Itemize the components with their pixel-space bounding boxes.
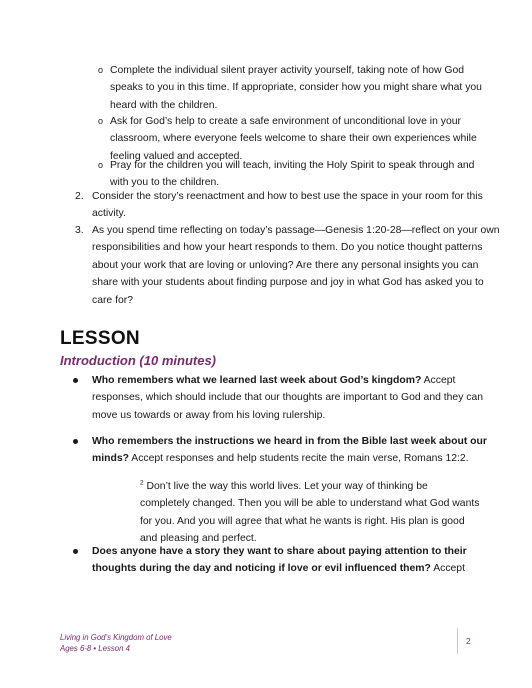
prep-numbered-item-text: As you spend time reflecting on today’s passage—Genesis 1:20-28—reflect on your own responsibilities and how your heart responds to them. Do you notice thought patterns about your work that are loving or unloving? Are there any personal insights you can share with your students about finding purpose and joy in what God has asked you to care for?	[92, 225, 500, 306]
bullet-instruction: Accept	[430, 563, 465, 575]
prep-numbered-item	[75, 188, 502, 223]
circle-bullet-icon: o	[98, 65, 104, 75]
bullet-dot-icon	[73, 378, 78, 383]
lesson-bullet	[92, 372, 492, 424]
prep-numbered-item-text: Consider the story’s reenactment and how to best use the space in your room for this activity.	[92, 191, 483, 220]
footer-divider	[457, 628, 458, 654]
prep-sub-item-text: Complete the individual silent prayer activity yourself, taking note of how God speaks to you in this time. If appropriate, consider how you might share what you heard with the children.	[110, 65, 482, 111]
bullet-question: Does anyone have a story they want to share about paying attention to their thoughts during the day and noticing if love or evil influenced them?	[92, 546, 467, 575]
bullet-instruction: Accept responses and help students recite the main verse, Romans 12:2.	[128, 453, 469, 465]
bullet-instruction: Accept responses, which should include that our thoughts are important to God and they can move us towards or away from his loving rulership.	[92, 375, 484, 421]
lesson-bullet	[92, 433, 492, 468]
footer-subtitle: Ages 6-8 • Lesson 4	[60, 644, 130, 653]
prep-sub-item	[98, 157, 490, 192]
item-number: 3.	[75, 225, 84, 236]
section-heading: Introduction (10 minutes)	[60, 353, 216, 368]
bullet-dot-icon	[73, 439, 78, 444]
prep-sub-item	[98, 62, 490, 114]
circle-bullet-icon: o	[98, 160, 104, 170]
prep-sub-item-text: Ask for God’s help to create a safe environment of unconditional love in your classroom, where everyone feels welcome to share their own experiences while feeling valued and accepted.	[110, 116, 477, 162]
verse-text: Don’t live the way this world lives. Let your way of thinking be completely changed. Then you will be able to understand what God wants for you. And you will agree that what he wants is right. His plan is good and pleasing and perfect.	[140, 481, 480, 545]
prep-sub-item-text: Pray for the children you will teach, inviting the Holy Spirit to speak through and with you to the children.	[110, 160, 475, 189]
lesson-heading: LESSON	[60, 328, 140, 349]
item-number: 2.	[75, 191, 84, 202]
verse-number: 2	[140, 479, 144, 487]
verse-quote	[140, 478, 480, 548]
bullet-question: Who remembers the instructions we heard in from the Bible last week about our minds?	[92, 436, 487, 465]
lesson-bullet	[92, 543, 492, 578]
page-number: 2	[466, 636, 471, 646]
bullet-dot-icon	[73, 549, 78, 554]
bullet-question: Who remembers what we learned last week about God’s kingdom?	[92, 375, 422, 386]
circle-bullet-icon: o	[98, 116, 104, 126]
prep-numbered-item	[75, 222, 502, 309]
footer-title: Living in God’s Kingdom of Love	[60, 633, 172, 642]
